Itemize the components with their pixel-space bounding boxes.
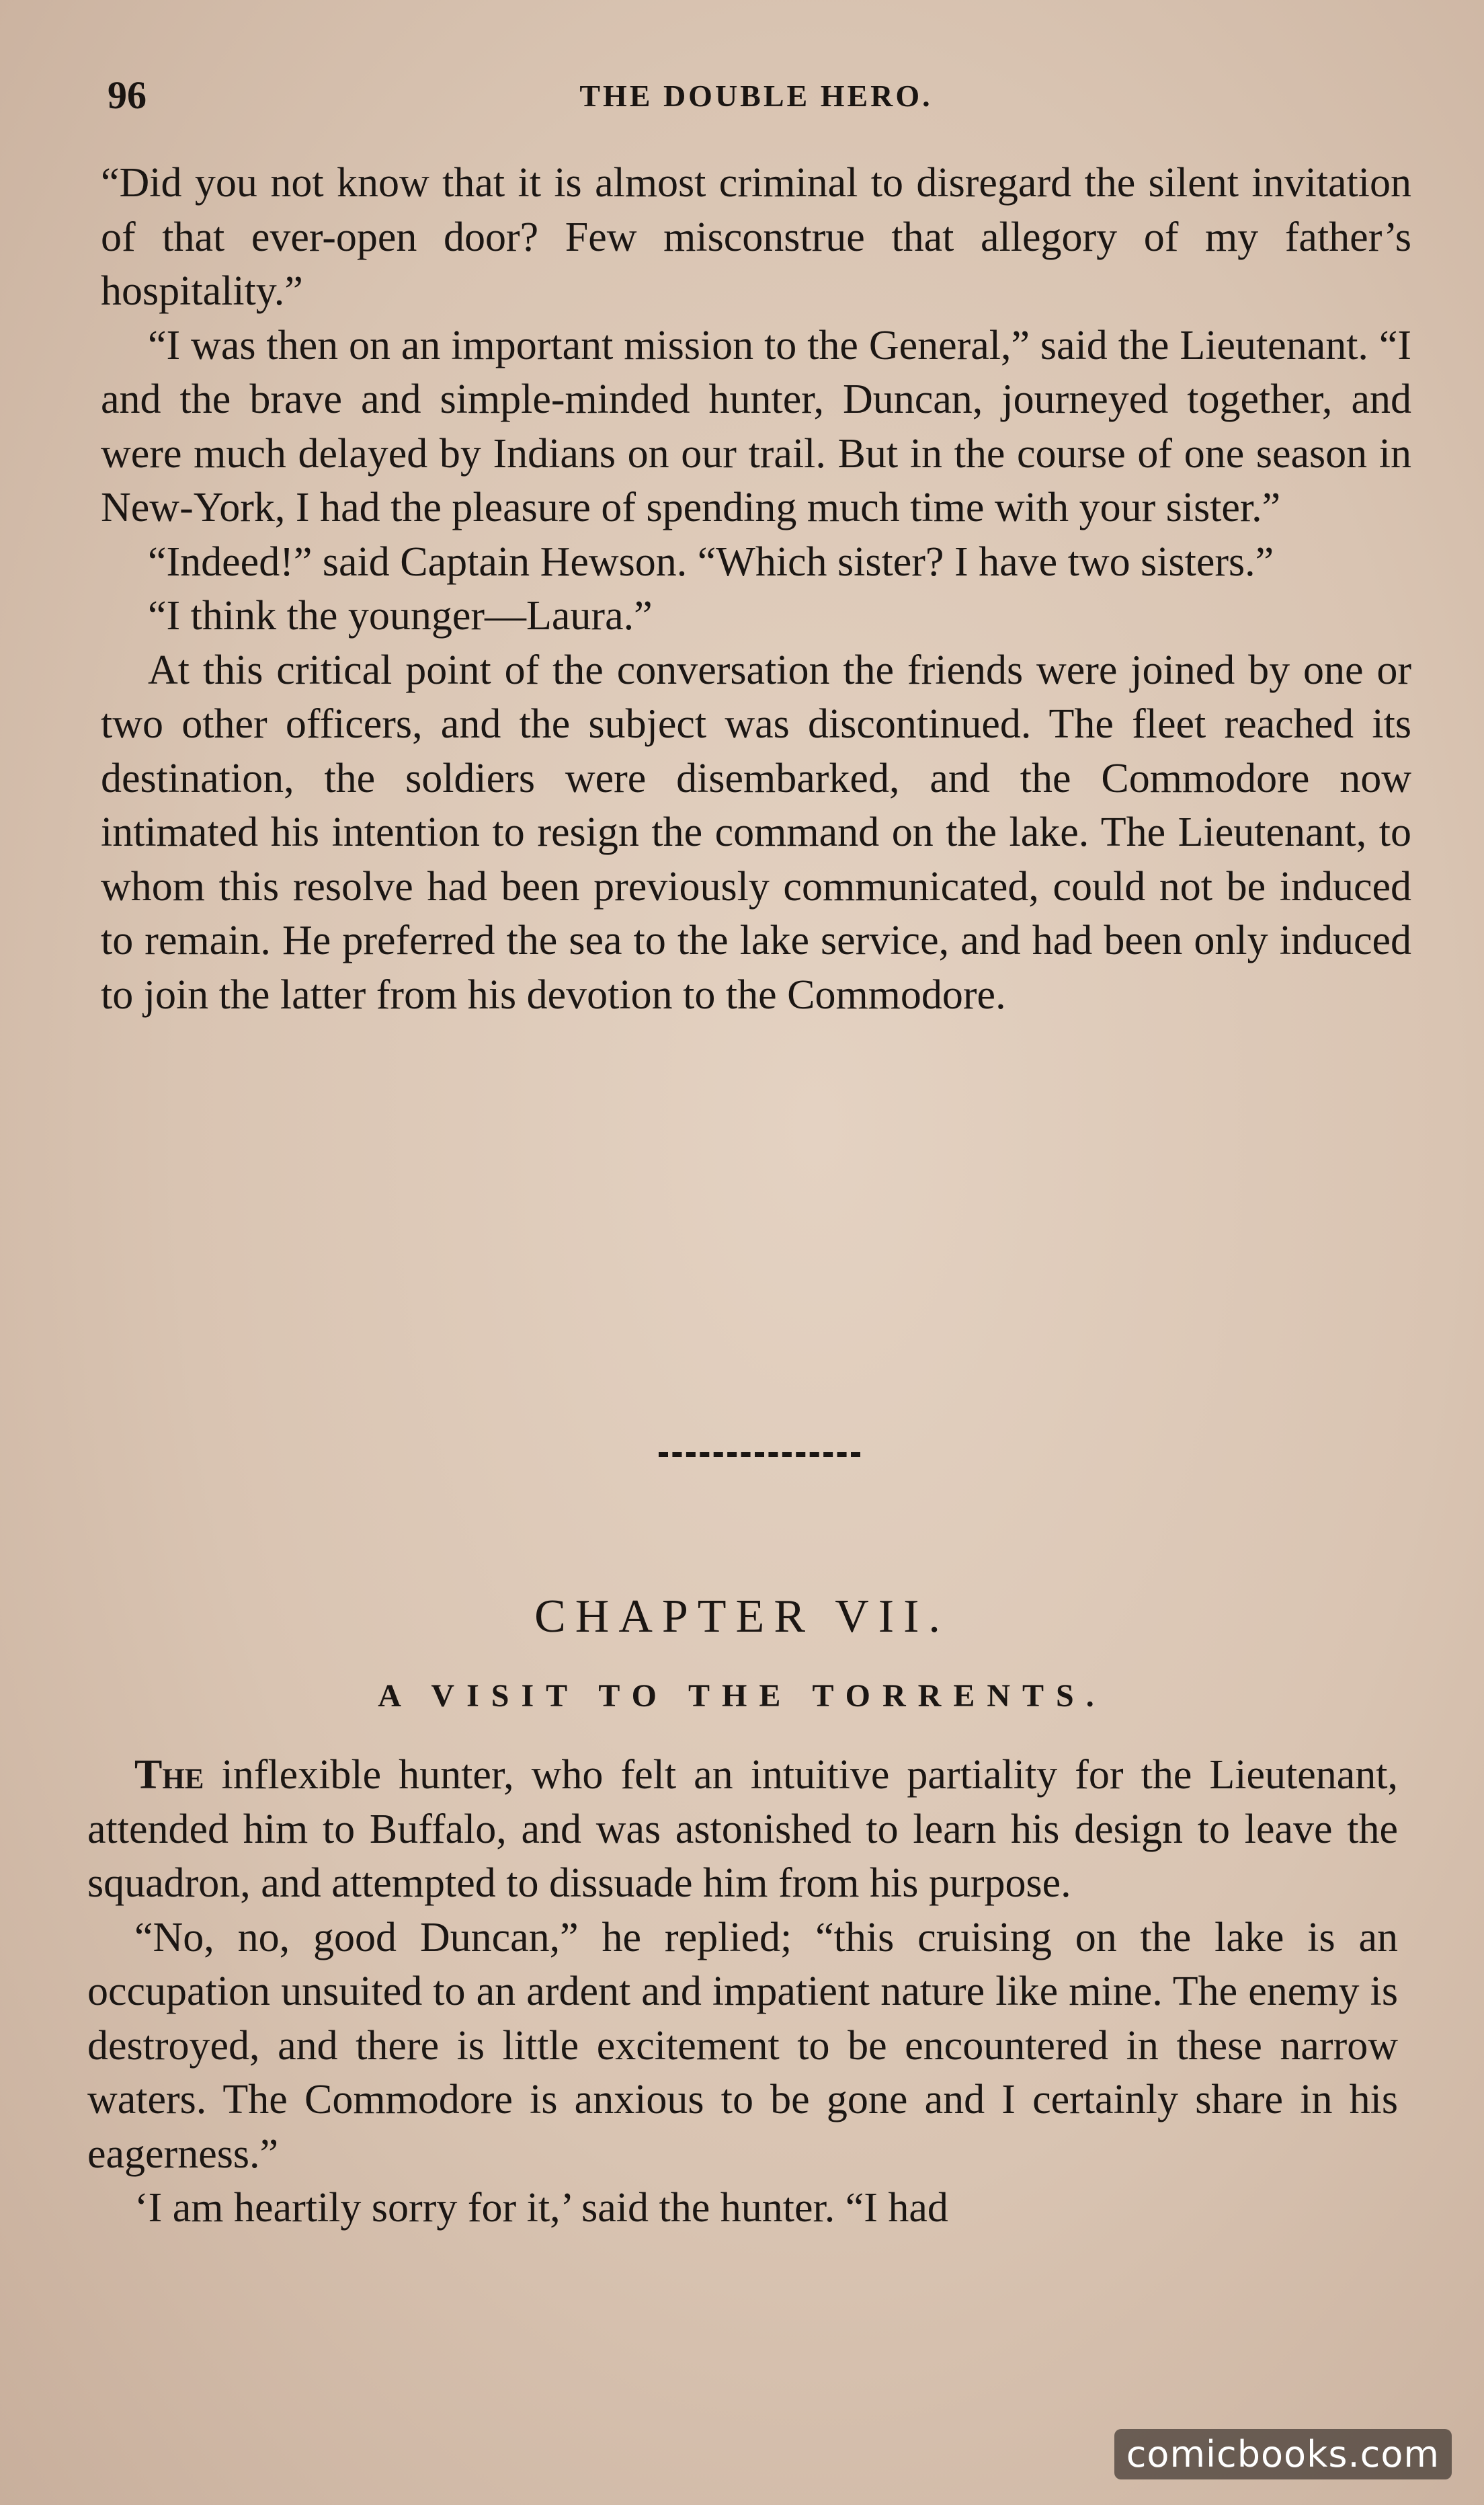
body-text [101, 156, 1411, 1022]
paragraph: ‘I am heartily sorry for it,’ said the hunter. “I had [134, 2185, 948, 2231]
chapter-title: CHAPTER VII. [534, 1591, 950, 1642]
paragraph: “No, no, good Duncan,” he replied; “this cruising on the lake is an occupation unsuited to an ardent and impatient nature like mine. The enemy is destroyed, and there is little excitement to be encountered in these narrow waters. The Commodore is anxious to be gone and I certainly share in his eagerness.” [87, 1914, 1398, 2177]
page-header [108, 73, 1405, 120]
paragraph: “Did you not know that it is almost criminal to disregard the silent invitation of that ever-open door? Few misconstrue that allegory of my father’s hospitality.” [101, 160, 1411, 314]
chapter-subtitle: A VISIT TO THE TORRENTS. [378, 1678, 1106, 1714]
chapter-text [87, 1748, 1398, 2235]
page-number: 96 [108, 73, 147, 117]
chapter-first-word: The [134, 1752, 204, 1798]
paragraph: “I think the younger—Laura.” [148, 593, 653, 639]
paragraph-text: inflexible hunter, who felt an intuitive partiality for the Lieutenant, attended him to Buffalo, and was astonished to learn his design to leave the squadron, and attempted to dissuade him from his purpose. [87, 1752, 1398, 1906]
watermark: comicbooks.com [1114, 2429, 1452, 2479]
section-divider [659, 1452, 860, 1457]
paragraph: At this critical point of the conversation the friends were joined by one or two other officers, and the subject was discontinued. The fleet reached its destination, the soldiers were disembarked, and the Commodore now intimated his intention to resign the command on the lake. The Lieutenant, to whom this resolve had been previously communicated, could not be induced to remain. He preferred the sea to the lake service, and had been only induced to join the latter from his devotion to the Commodore. [101, 647, 1411, 1018]
paragraph: “Indeed!” said Captain Hewson. “Which sister? I have two sisters.” [148, 539, 1274, 585]
paragraph [87, 1748, 1398, 1911]
paragraph: “I was then on an important mission to the General,” said the Lieutenant. “I and the brave and simple-minded hunter, Duncan, journeyed together, and were much delayed by Indians on our trail. But in the course of one season in New-York, I had the pleasure of spending much time with your sister.” [101, 322, 1411, 530]
running-head: THE DOUBLE HERO. [579, 79, 933, 113]
